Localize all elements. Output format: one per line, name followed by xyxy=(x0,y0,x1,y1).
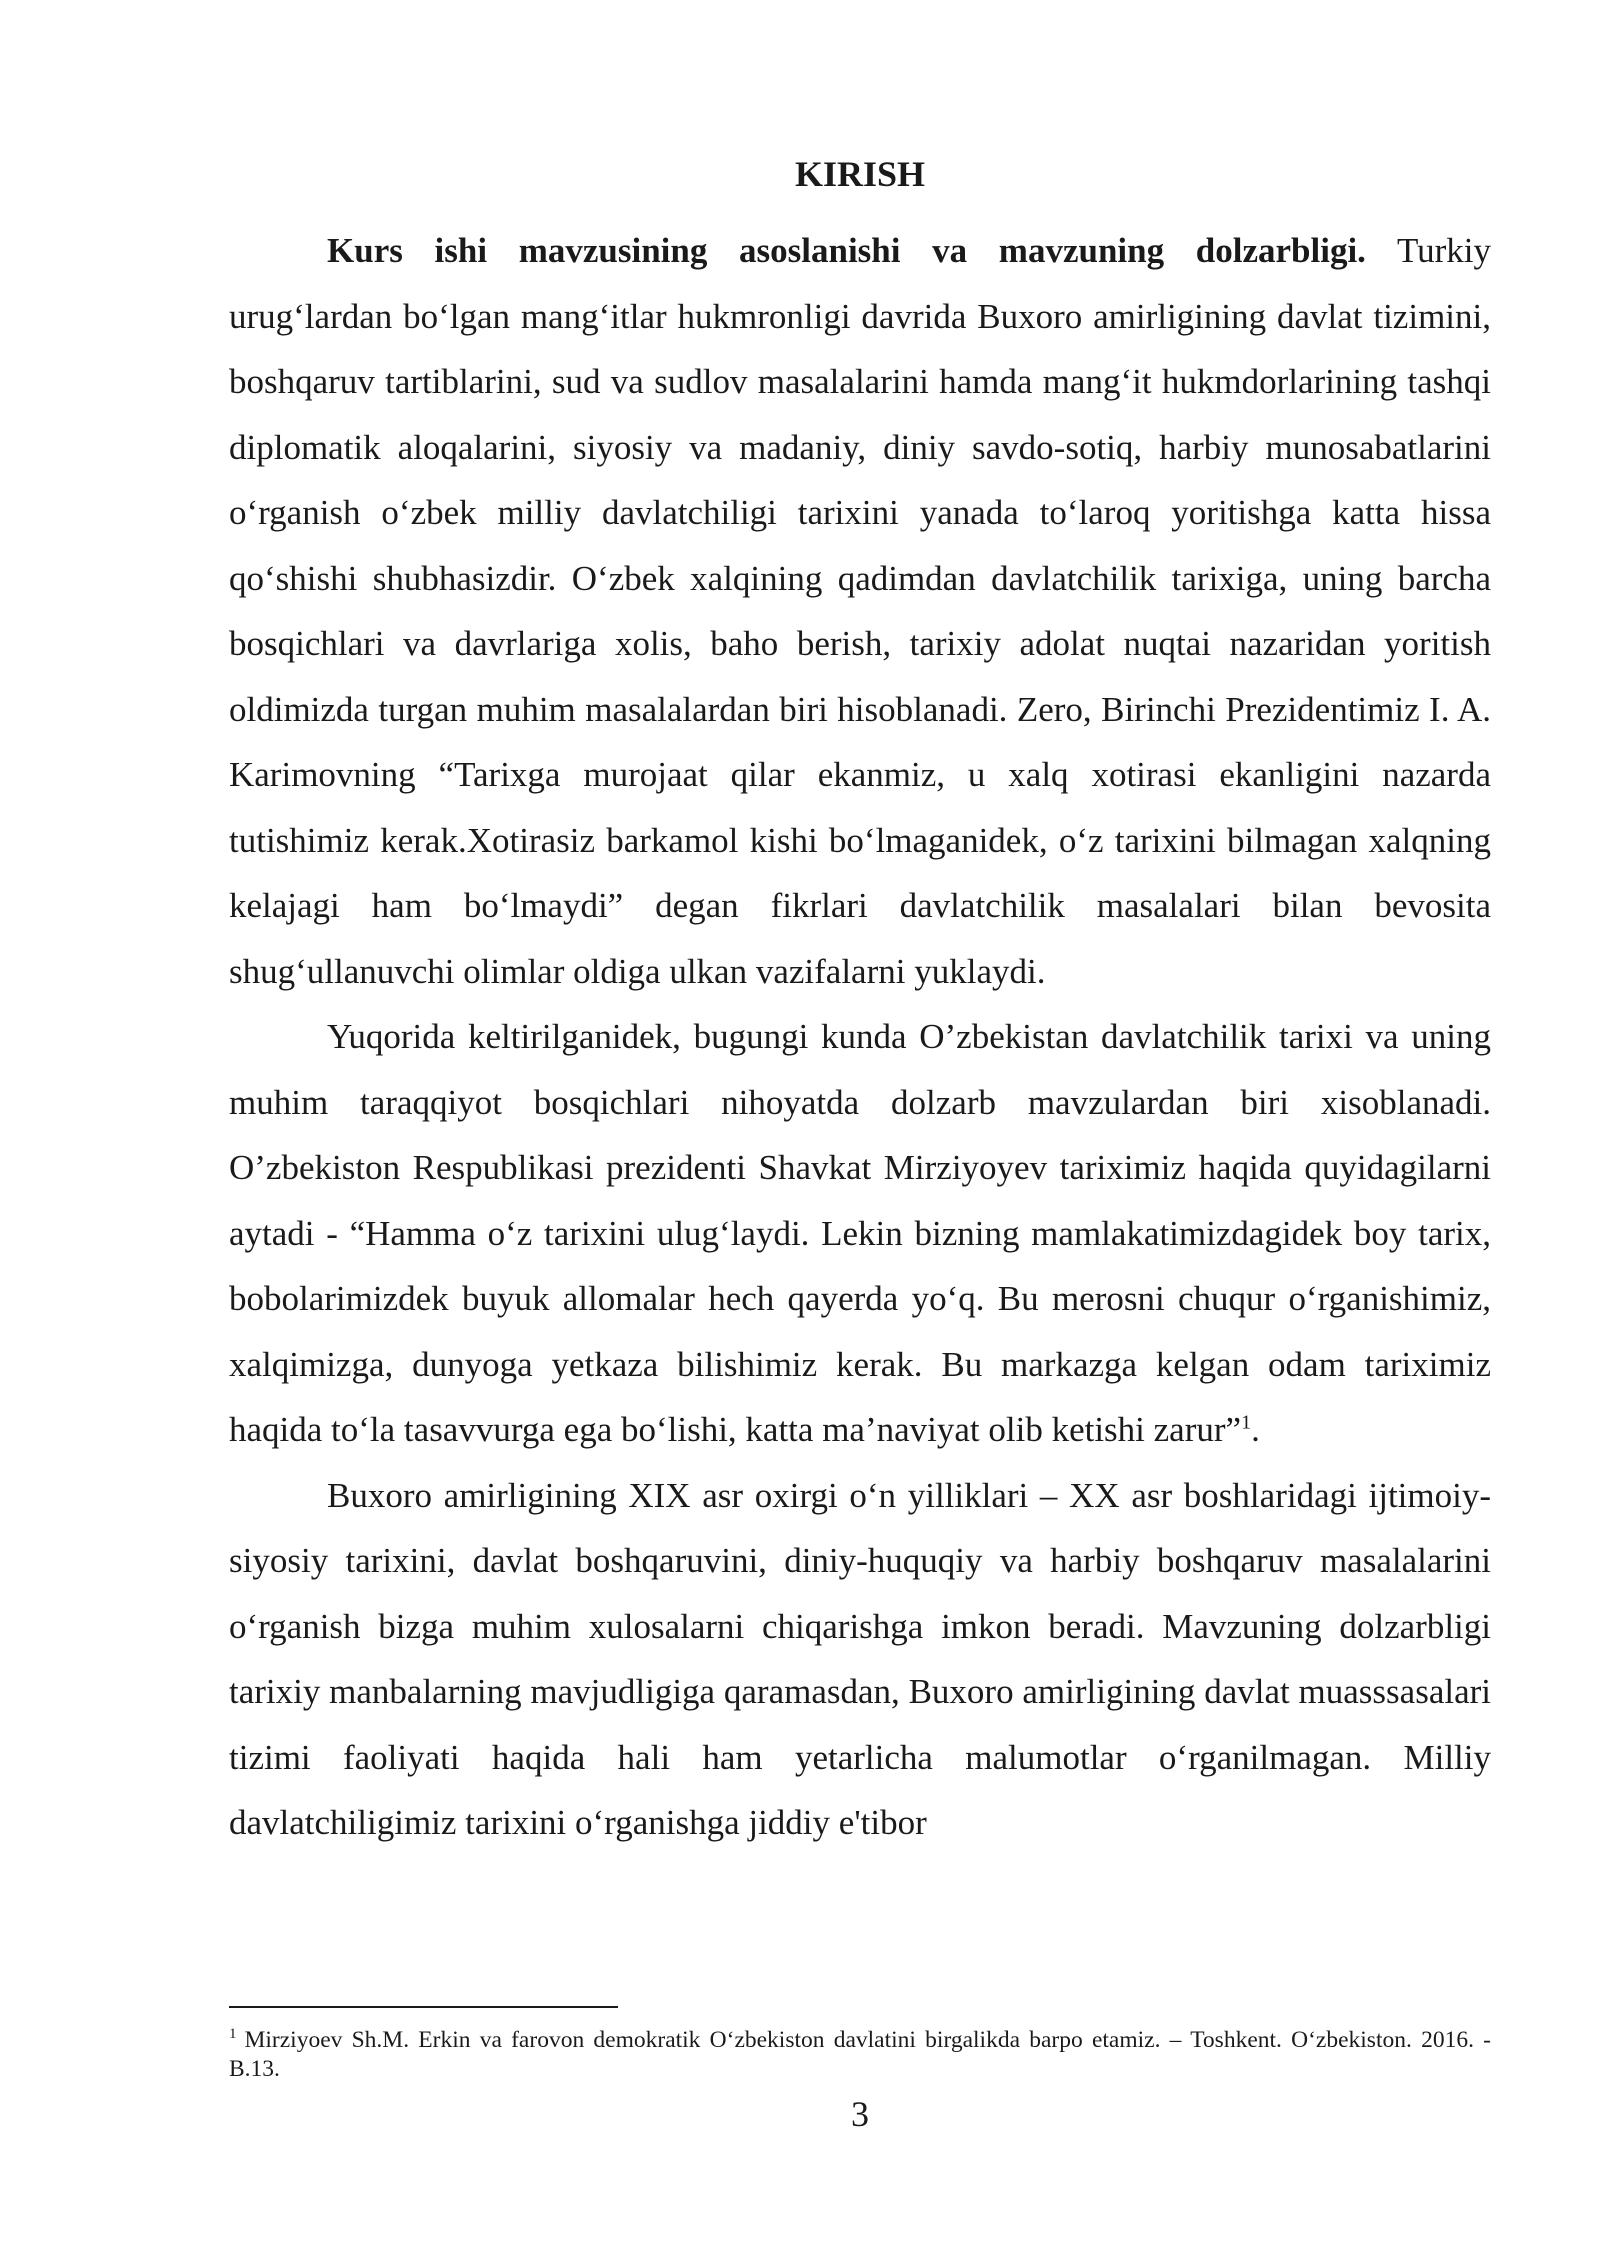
paragraph-3-text: Buxoro amirligining XIX asr oxirgi o‘n yilliklari – XX asr boshlaridagi ijtimoiy-siyosiy tarixini, davlat boshqaruvini, diniy-huquqiy va harbiy boshqaruv masalalarini o‘rganish bizga muhim xulosalarni chiqarishga imkon beradi. Mavzuning dolzarbligi tarixiy manbalarning mavjudligiga qaramasdan, Buxoro amirligining davlat muasssasalari tizimi faoliyati haqida hali ham yetarlicha malumotlar o‘rganilmagan. Milliy davlatchiligimiz tarixini o‘rganishga jiddiy e'tibor xyxy=(229,1475,1491,1842)
footnote-text: Mirziyoev Sh.M. Erkin va farovon demokratik O‘zbekiston davlatini birgalikda barpo etamiz. – Toshkent. O‘zbekiston. 2016. - B.13. xyxy=(229,2027,1491,2082)
footnote-reference[interactable]: 1 xyxy=(1241,1411,1252,1434)
paragraph-2-tail: . xyxy=(1251,1410,1260,1449)
footnote-separator xyxy=(229,2006,618,2008)
page-number: 3 xyxy=(851,2094,869,2134)
paragraph-3 xyxy=(229,1463,1491,1856)
page-title: KIRISH xyxy=(794,154,926,194)
footnote-marker: 1 xyxy=(229,2026,237,2043)
paragraph-2 xyxy=(229,1004,1491,1463)
body-text xyxy=(229,218,1491,1856)
paragraph-1 xyxy=(229,218,1491,1004)
paragraph-lead: Kurs ishi mavzusining asoslanishi va mavzuning dolzarbligi. xyxy=(327,231,1366,270)
footnote xyxy=(229,2026,1491,2084)
paragraph-2-text: Yuqorida keltirilganidek, bugungi kunda O’zbekistan davlatchilik tarixi va uning muhim taraqqiyot bosqichlari nihoyatda dolzarb mavzulardan biri xisoblanadi. O’zbekiston Respublikasi prezidenti Shavkat Mirziyoyev tariximiz haqida quyidagilarni aytadi - “Hamma o‘z tarixini ulug‘laydi. Lekin bizning mamlakatimizdagidek boy tarix, bobolarimizdek buyuk allomalar hech qayerda yo‘q. Bu merosni chuqur o‘rganishimiz, xalqimizga, dunyoga yetkaza bilishimiz kerak. Bu markazga kelgan odam tariximiz haqida to‘la tasavvurga ega bo‘lishi, katta ma’naviyat olib ketishi zarur” xyxy=(229,1017,1491,1449)
paragraph-1-text: Turkiy urug‘lardan bo‘lgan mang‘itlar hukmronligi davrida Buxoro amirligining davlat tizimini, boshqaruv tartiblarini, sud va sudlov masalalarini hamda mang‘it hukmdorlarining tashqi diplomatik aloqalarini, siyosiy va madaniy, diniy savdo-sotiq, harbiy munosabatlarini o‘rganish o‘zbek milliy davlatchiligi tarixini yanada to‘laroq yoritishga katta hissa qo‘shishi shubhasizdir. O‘zbek xalqining qadimdan davlatchilik tarixiga, uning barcha bosqichlari va davrlariga xolis, baho berish, tarixiy adolat nuqtai nazaridan yoritish oldimizda turgan muhim masalalardan biri hisoblanadi. Zero, Birinchi Prezidentimiz I. A. Karimovning “Tarixga murojaat qilar ekanmiz, u xalq xotirasi ekanligini nazarda tutishimiz kerak.Xotirasiz barkamol kishi bo‘lmaganidek, o‘z tarixini bilmagan xalqning kelajagi ham bo‘lmaydi” degan fikrlari davlatchilik masalalari bilan bevosita shug‘ullanuvchi olimlar oldiga ulkan vazifalarni yuklaydi. xyxy=(229,231,1491,991)
